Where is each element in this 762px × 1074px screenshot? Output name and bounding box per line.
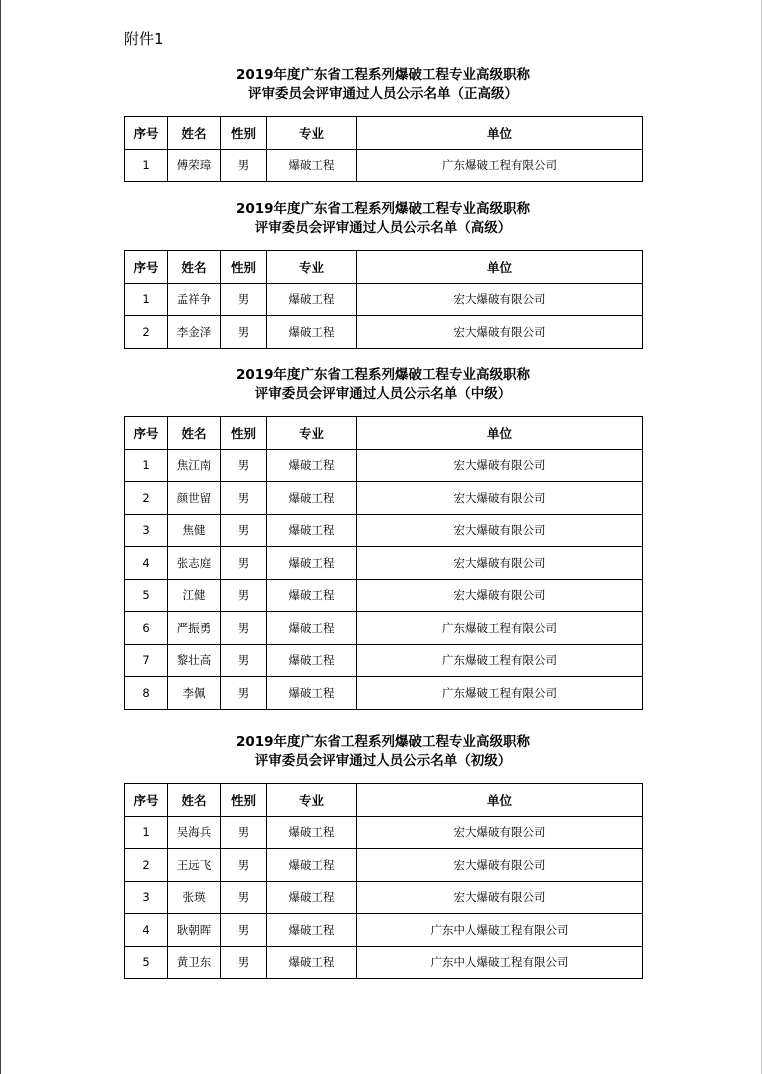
cell-major: 爆破工程: [267, 612, 357, 645]
cell-unit: 宏大爆破有限公司: [357, 449, 643, 482]
cell-name: 孟祥争: [168, 283, 221, 316]
header-gender: 性别: [221, 251, 267, 284]
cell-name: 江健: [168, 579, 221, 612]
header-unit: 单位: [357, 417, 643, 450]
table-row: [125, 881, 643, 914]
table-row: [125, 946, 643, 979]
cell-gender: 男: [221, 644, 267, 677]
cell-unit: 宏大爆破有限公司: [357, 881, 643, 914]
cell-gender: 男: [221, 482, 267, 515]
cell-major: 爆破工程: [267, 283, 357, 316]
cell-name: 吴海兵: [168, 816, 221, 849]
cell-major: 爆破工程: [267, 946, 357, 979]
cell-no: 5: [125, 946, 168, 979]
cell-major: 爆破工程: [267, 547, 357, 580]
header-no: 序号: [125, 117, 168, 150]
header-gender: 性别: [221, 117, 267, 150]
cell-major: 爆破工程: [267, 149, 357, 182]
cell-no: 2: [125, 849, 168, 882]
cell-unit: 广东爆破工程有限公司: [357, 677, 643, 710]
cell-gender: 男: [221, 881, 267, 914]
header-gender: 性别: [221, 784, 267, 817]
cell-unit: 宏大爆破有限公司: [357, 579, 643, 612]
cell-name: 耿朝晖: [168, 914, 221, 947]
cell-no: 4: [125, 547, 168, 580]
header-unit: 单位: [357, 784, 643, 817]
section-title-line2: 评审委员会评审通过人员公示名单（正高级）: [248, 86, 518, 102]
cell-gender: 男: [221, 677, 267, 710]
cell-gender: 男: [221, 579, 267, 612]
roster-table-intermediate: [124, 416, 643, 710]
table-row: [125, 612, 643, 645]
cell-name: 颜世留: [168, 482, 221, 515]
cell-gender: 男: [221, 849, 267, 882]
header-name: 姓名: [168, 417, 221, 450]
roster-table-senior-professor: [124, 116, 643, 182]
cell-name: 焦健: [168, 514, 221, 547]
cell-unit: 广东爆破工程有限公司: [357, 612, 643, 645]
cell-unit: 广东爆破工程有限公司: [357, 149, 643, 182]
table-row: [125, 677, 643, 710]
cell-major: 爆破工程: [267, 579, 357, 612]
table-row: [125, 644, 643, 677]
section-title-line1: 2019年度广东省工程系列爆破工程专业高级职称: [235, 67, 531, 83]
cell-no: 1: [125, 449, 168, 482]
table-row: [125, 482, 643, 515]
header-no: 序号: [125, 251, 168, 284]
cell-unit: 广东爆破工程有限公司: [357, 644, 643, 677]
cell-gender: 男: [221, 914, 267, 947]
cell-major: 爆破工程: [267, 316, 357, 349]
table-header-row: [125, 117, 643, 150]
header-major: 专业: [267, 417, 357, 450]
section-title-line2: 评审委员会评审通过人员公示名单（初级）: [254, 753, 512, 769]
header-unit: 单位: [357, 117, 643, 150]
header-major: 专业: [267, 784, 357, 817]
table-row: [125, 514, 643, 547]
cell-no: 3: [125, 514, 168, 547]
cell-gender: 男: [221, 816, 267, 849]
cell-unit: 广东中人爆破工程有限公司: [357, 946, 643, 979]
section-title-line1: 2019年度广东省工程系列爆破工程专业高级职称: [235, 367, 531, 383]
cell-no: 6: [125, 612, 168, 645]
header-no: 序号: [125, 417, 168, 450]
table-row: [125, 316, 643, 349]
table-row: [125, 579, 643, 612]
cell-name: 黄卫东: [168, 946, 221, 979]
cell-gender: 男: [221, 946, 267, 979]
section-title-junior: [124, 733, 642, 771]
header-gender: 性别: [221, 417, 267, 450]
table-row: [125, 449, 643, 482]
cell-major: 爆破工程: [267, 449, 357, 482]
header-no: 序号: [125, 784, 168, 817]
cell-gender: 男: [221, 149, 267, 182]
cell-major: 爆破工程: [267, 816, 357, 849]
cell-name: 张瑛: [168, 881, 221, 914]
header-name: 姓名: [168, 251, 221, 284]
cell-major: 爆破工程: [267, 677, 357, 710]
cell-gender: 男: [221, 514, 267, 547]
table-row: [125, 914, 643, 947]
cell-gender: 男: [221, 612, 267, 645]
header-name: 姓名: [168, 784, 221, 817]
cell-no: 4: [125, 914, 168, 947]
section-title-senior: [124, 200, 642, 238]
table-row: [125, 283, 643, 316]
section-title-line1: 2019年度广东省工程系列爆破工程专业高级职称: [235, 201, 531, 217]
cell-gender: 男: [221, 547, 267, 580]
table-header-row: [125, 784, 643, 817]
table-row: [125, 816, 643, 849]
roster-table-senior: [124, 250, 643, 349]
roster-table-junior: [124, 783, 643, 979]
cell-name: 李金泽: [168, 316, 221, 349]
cell-unit: 宏大爆破有限公司: [357, 283, 643, 316]
cell-no: 1: [125, 149, 168, 182]
cell-name: 焦江南: [168, 449, 221, 482]
header-unit: 单位: [357, 251, 643, 284]
cell-no: 8: [125, 677, 168, 710]
cell-unit: 宏大爆破有限公司: [357, 547, 643, 580]
table-header-row: [125, 417, 643, 450]
section-title-line2: 评审委员会评审通过人员公示名单（高级）: [254, 220, 512, 236]
cell-major: 爆破工程: [267, 482, 357, 515]
header-major: 专业: [267, 117, 357, 150]
cell-unit: 宏大爆破有限公司: [357, 316, 643, 349]
cell-gender: 男: [221, 449, 267, 482]
page-edge-left: [0, 0, 1, 1074]
cell-gender: 男: [221, 283, 267, 316]
cell-unit: 宏大爆破有限公司: [357, 482, 643, 515]
cell-unit: 宏大爆破有限公司: [357, 514, 643, 547]
attachment-label: 附件1: [124, 30, 164, 48]
section-title-line2: 评审委员会评审通过人员公示名单（中级）: [254, 386, 512, 402]
cell-unit: 宏大爆破有限公司: [357, 849, 643, 882]
cell-gender: 男: [221, 316, 267, 349]
cell-no: 2: [125, 316, 168, 349]
table-row: [125, 149, 643, 182]
cell-no: 1: [125, 816, 168, 849]
table-row: [125, 849, 643, 882]
cell-no: 2: [125, 482, 168, 515]
cell-no: 7: [125, 644, 168, 677]
header-major: 专业: [267, 251, 357, 284]
cell-unit: 宏大爆破有限公司: [357, 816, 643, 849]
cell-major: 爆破工程: [267, 881, 357, 914]
cell-unit: 广东中人爆破工程有限公司: [357, 914, 643, 947]
section-title-line1: 2019年度广东省工程系列爆破工程专业高级职称: [235, 734, 531, 750]
cell-major: 爆破工程: [267, 914, 357, 947]
cell-name: 傅荣璋: [168, 149, 221, 182]
cell-major: 爆破工程: [267, 644, 357, 677]
cell-name: 黎壮高: [168, 644, 221, 677]
table-row: [125, 547, 643, 580]
cell-major: 爆破工程: [267, 514, 357, 547]
section-title-intermediate: [124, 366, 642, 404]
cell-no: 1: [125, 283, 168, 316]
header-name: 姓名: [168, 117, 221, 150]
table-header-row: [125, 251, 643, 284]
cell-name: 李佩: [168, 677, 221, 710]
section-title-senior-professor: [124, 66, 642, 104]
cell-major: 爆破工程: [267, 849, 357, 882]
cell-no: 5: [125, 579, 168, 612]
cell-name: 严振勇: [168, 612, 221, 645]
cell-name: 王远飞: [168, 849, 221, 882]
cell-no: 3: [125, 881, 168, 914]
cell-name: 张志庭: [168, 547, 221, 580]
